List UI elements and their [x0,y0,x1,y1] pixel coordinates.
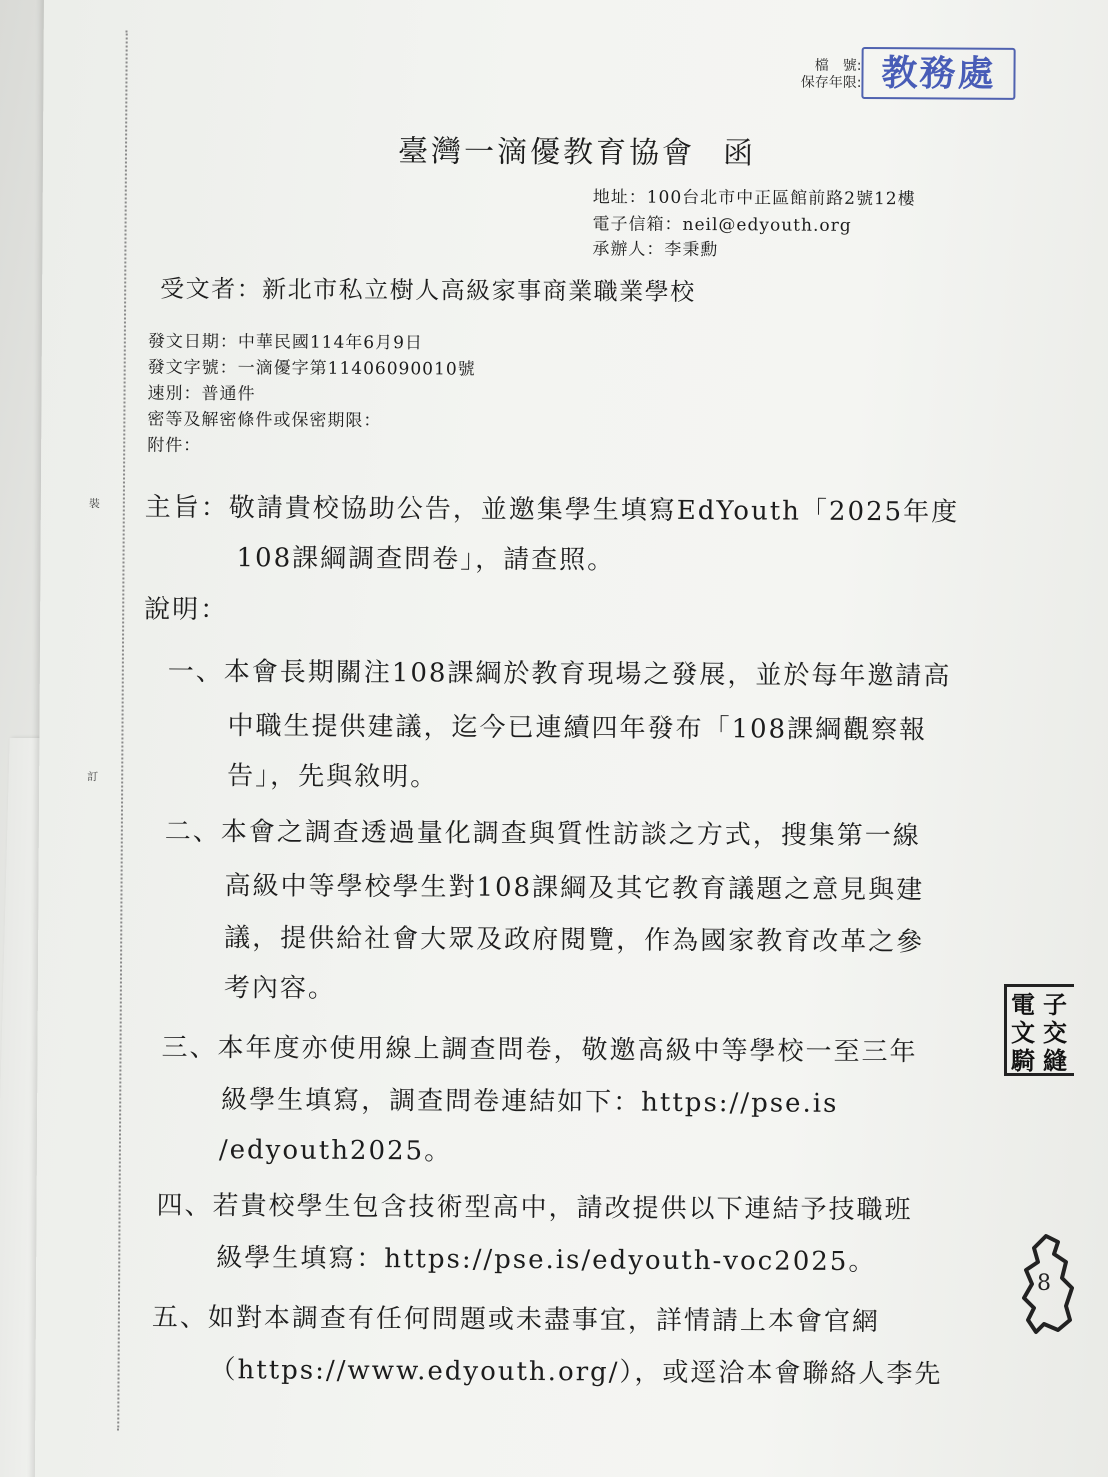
page-number: 8 [1037,1271,1051,1296]
item-3-line-3: /edyouth2025。 [218,1135,453,1167]
item-2-line-4: 考內容。 [223,973,337,1004]
speed: 速別：普通件 [147,383,256,405]
email: 電子信箱：neil@edyouth.org [592,214,852,236]
item-2-line-3: 議，提供給社會大眾及政府閱覽，作為國家教育改革之參 [224,923,925,958]
letter-title [398,126,756,172]
subject-line-2: 108課綱調查問卷」，請查照。 [236,543,616,576]
contact-person: 承辦人：李秉勳 [592,239,719,261]
seal-char: 電 [1011,990,1035,1019]
item-4-line-1: 四、若貴校學生包含技術型高中，請改提供以下連結予技職班 [156,1190,913,1226]
file-no-label: 檔 號: [814,57,862,74]
doc-number: 發文字號：一滴優字第11406090010號 [147,357,476,380]
item-3-line-2: 級學生填寫，調查問卷連結如下：https://pse.is [221,1085,839,1119]
secrecy: 密等及解密條件或保密期限： [147,409,382,432]
item-3-line-1: 三、本年度亦使用線上調查問卷，敬邀高級中等學校一至三年 [161,1032,918,1068]
item-5-line-1: 五、如對本調查有任何問題或未盡事宜，詳情請上本會官網 [151,1302,880,1338]
file-meta [781,58,861,92]
attachment: 附件： [147,435,202,456]
office-stamp: 教務處 [861,47,1015,100]
address: 地址：100台北市中正區館前路2號12樓 [592,187,916,210]
item-2-line-2: 高級中等學校學生對108課綱及其它教育議題之意見與建 [224,871,925,906]
retention-label: 保存年限: [800,74,862,91]
seal-col-2 [1043,991,1069,1075]
seal-char: 子 [1043,990,1067,1019]
letter-page [35,0,1108,1477]
item-5-line-2: （https://www.edyouth.org/），或逕洽本會聯絡人李先 [209,1355,943,1390]
item-1-line-3: 告」，先與敘明。 [227,761,439,793]
item-2-line-1: 二、本會之調查透過量化調查與質性訪談之方式，搜集第一線 [164,816,921,852]
page-number-mark [1014,1228,1074,1338]
electronic-seal [1004,984,1074,1076]
explanation-label: 說明： [144,594,229,626]
seal-char: 騎 [1011,1046,1035,1075]
item-1-line-1: 一、本會長期關注108課綱於教育現場之發展，並於每年邀請高 [167,656,952,692]
issue-date: 發文日期：中華民國114年6月9日 [147,331,424,354]
item-4-line-2: 級學生填寫：https://pse.is/edyouth-voc2025。 [216,1243,877,1278]
recipient: 受文者：新北市私立樹人高級家事商業職業學校 [160,274,696,306]
seal-col-1 [1011,991,1037,1075]
item-1-line-2: 中職生提供建議，迄今已連續四年發布「108課綱觀察報 [227,711,928,746]
binding-dotted-line [117,31,128,1431]
subject-line-1: 主旨：敬請貴校協助公告，並邀集學生填寫EdYouth「2025年度 [144,492,960,528]
seal-char: 縫 [1043,1046,1067,1075]
letter-type: 函 [722,136,757,172]
binding-mark-ding: 訂 [87,770,99,784]
seal-char: 文 [1011,1018,1035,1047]
org-name: 臺灣一滴優教育協會 [397,134,696,171]
seal-char: 交 [1043,1018,1067,1047]
binding-mark-zhuang: 裝 [88,497,100,511]
